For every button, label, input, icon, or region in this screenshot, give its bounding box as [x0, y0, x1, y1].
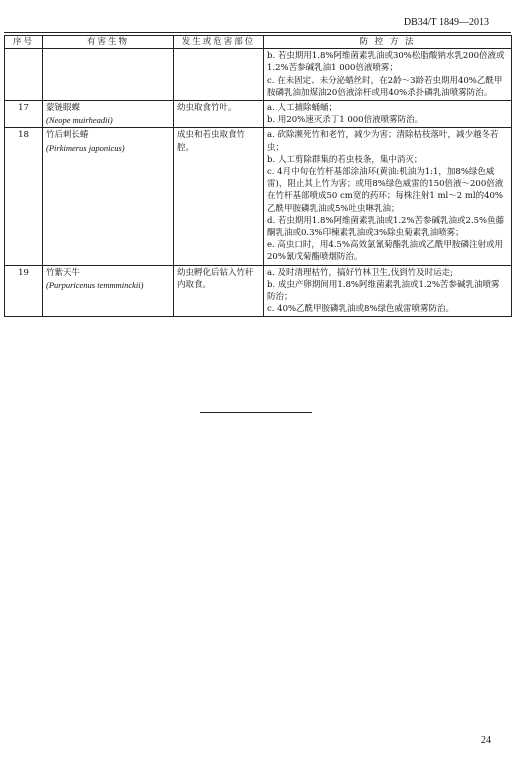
pest-control-table	[4, 35, 512, 317]
page-number: 24	[481, 735, 491, 746]
method-item: b. 成虫产卵期间用1.8%阿维菌素乳油或1.2%苦参碱乳油喷雾防治；	[267, 279, 500, 303]
column-header-damage-part: 发生或危害部位	[174, 36, 264, 49]
pest-name-chinese: 蒙链眼蝶	[46, 103, 81, 114]
table-row	[5, 265, 512, 317]
pest-name-latin: (Neope muirheadii)	[46, 115, 113, 126]
pest-name-cell	[43, 101, 174, 128]
control-method-cell	[264, 49, 512, 101]
method-item: b. 用20%速灭杀丁1 000倍液喷雾防治。	[267, 115, 424, 126]
column-header-number: 序号	[5, 36, 43, 49]
table-row	[5, 49, 512, 101]
column-header-pest: 有害生物	[43, 36, 174, 49]
control-method-cell	[264, 265, 512, 317]
method-item: a. 砍除濒死竹和老竹，减少为害；清除枯枝落叶，减少越冬若虫；	[267, 130, 499, 153]
method-item: a. 及时清理枯竹，搞好竹林卫生,伐到竹及时运走;	[267, 267, 454, 278]
pest-name-chinese: 竹后刺长蝽	[46, 130, 89, 141]
damage-part-cell: 成虫和若虫取食竹腔。	[174, 128, 264, 265]
row-number: 18	[5, 128, 43, 265]
pest-name-latin: (Purpuricenus temmminckii)	[46, 279, 144, 290]
method-item: e. 高虫口时，用4.5%高效氯氰菊酯乳油或乙酰甲胺磷注射或用20%氰戊菊酯喷烟防治。	[267, 240, 504, 263]
pest-name-chinese: 竹紫天牛	[46, 267, 81, 278]
pest-name-cell	[43, 128, 174, 265]
pest-name-cell	[43, 49, 174, 101]
damage-part-cell	[174, 49, 264, 101]
table-row	[5, 101, 512, 128]
damage-part-cell: 幼虫孵化后钻入竹秆内取食。	[174, 265, 264, 317]
damage-part-cell: 幼虫取食竹叶。	[174, 101, 264, 128]
row-number: 17	[5, 101, 43, 128]
end-of-document-line	[200, 412, 312, 413]
header-rule	[4, 32, 511, 33]
method-item: a. 人工捕除蛹蛹；	[267, 103, 337, 114]
row-number: 19	[5, 265, 43, 317]
row-number	[5, 49, 43, 101]
column-header-control-method: 防 控 方 法	[264, 36, 512, 49]
method-item: c. 在未固定、未分泌蜡丝时，在2龄～3龄若虫期用40%乙酰甲胺磷乳油加煤油20倍液涂杆或用40%杀扑磷乳油喷雾防治。	[267, 75, 503, 98]
table-row	[5, 128, 512, 265]
control-method-cell	[264, 128, 512, 265]
method-item: c. 40%乙酰甲胺磷乳油或8%绿色威雷喷雾防治。	[267, 304, 455, 315]
method-item: c. 4月中旬在竹杆基部涂油环(黄油:机油为1:1，加8%绿色威雷)，阻止其上竹为害；或用8%绿色威雷的150倍液～200倍液在竹杆基部喷成50 cm宽的药环；每株注射1 ml～2 ml的40%乙酰甲胺磷乳油或5%吐虫啉乳油；	[267, 167, 504, 214]
method-item: b. 若虫期用1.8%阿维菌素乳油或30%松脂酸钠水乳200倍液或1.2%苦参碱乳油1 000倍液喷雾；	[267, 51, 505, 74]
method-item: d. 若虫期用1.8%阿维菌素乳油或1.2%苦参碱乳油或2.5%鱼藤酮乳油或0.3%印楝素乳油或3%除虫菊素乳油喷雾；	[267, 215, 505, 239]
pest-name-cell	[43, 265, 174, 317]
pest-name-latin: (Pirkimerus japonicus)	[46, 142, 125, 153]
document-code: DB34/T 1849—2013	[403, 17, 489, 28]
control-method-cell	[264, 101, 512, 128]
method-item: b. 人工剪除群集的若虫枝条，集中消灭；	[267, 154, 423, 165]
table-header-row	[5, 36, 512, 49]
